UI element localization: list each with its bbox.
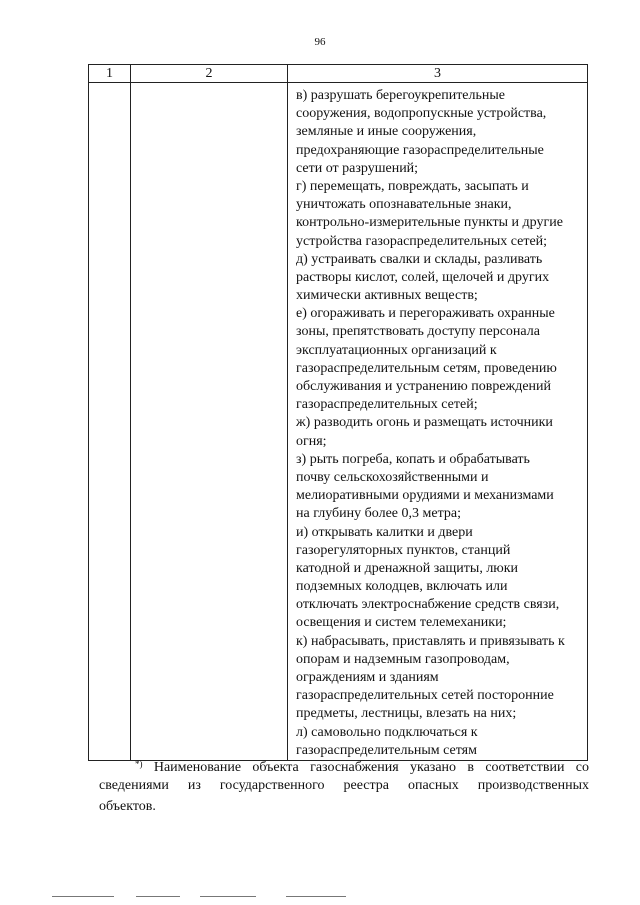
table-cell-col1 xyxy=(89,83,131,761)
list-item-line: отключать электроснабжение средств связи, xyxy=(296,597,560,613)
list-item-line: з) рыть погреба, копать и обрабатывать xyxy=(296,451,530,467)
footnote-line-1 xyxy=(99,754,589,775)
requirements-table xyxy=(88,64,588,761)
table-cell-col3 xyxy=(288,83,588,761)
list-item-line: подземных колодцев, включать или xyxy=(296,579,508,595)
list-item-line: предметы, лестницы, влезать на них; xyxy=(296,706,517,722)
footnote-line-2: сведениями из государственного реестра опасных производственных xyxy=(99,778,589,793)
column-header-3: 3 xyxy=(288,65,588,83)
list-item-line: газораспределительным сетям xyxy=(296,742,477,758)
list-item-line: огня; xyxy=(296,433,327,449)
footnote-text-1: Наименование объекта газоснабжения указано в соответствии со xyxy=(153,760,589,775)
list-item-line: газораспределительных сетей посторонние xyxy=(296,688,554,704)
column-header-1: 1 xyxy=(89,65,131,83)
list-item-line: е) огораживать и перегораживать охранные xyxy=(296,306,555,322)
list-item-line: контрольно-измерительные пункты и другие xyxy=(296,215,563,231)
list-item-line: на глубину более 0,3 метра; xyxy=(296,506,461,522)
list-item-line: мелиоративными орудиями и механизмами xyxy=(296,488,554,504)
column-header-2: 2 xyxy=(131,65,288,83)
footnote xyxy=(99,754,589,817)
list-item-line: г) перемещать, повреждать, засыпать и xyxy=(296,178,529,194)
footnote-marker: *) xyxy=(135,759,143,769)
list-item-line: катодной и дренажной защиты, люки xyxy=(296,560,519,576)
list-item-line: и) открывать калитки и двери xyxy=(296,524,473,540)
list-item-line: в) разрушать берегоукрепительные xyxy=(296,88,506,103)
list-item-line: газорегуляторных пунктов, станций xyxy=(296,542,511,558)
list-item-line: устройства газораспределительных сетей; xyxy=(296,233,548,249)
list-item-line: опорам и надземным газопроводам, xyxy=(296,651,510,667)
scan-artifact-marks xyxy=(40,896,600,899)
prohibitions-list xyxy=(288,83,587,760)
list-item-line: газораспределительным сетям, проведению xyxy=(296,360,557,376)
list-item-line: ж) разводить огонь и размещать источники xyxy=(296,415,553,431)
list-item-line: ограждениям и зданиям xyxy=(296,670,439,685)
list-item-line: уничтожать опознавательные знаки, xyxy=(296,197,512,213)
footnote-line-3: объектов. xyxy=(99,799,156,814)
list-item-line: зоны, препятствовать доступу персонала xyxy=(296,324,540,340)
list-item-line: л) самовольно подключаться к xyxy=(296,724,478,740)
page-number: 96 xyxy=(314,36,326,48)
list-item-line: земляные и иные сооружения, xyxy=(296,124,477,140)
list-item-line: предохраняющие газораспределительные xyxy=(296,142,544,158)
list-item-line: к) набрасывать, приставлять и привязывать к xyxy=(296,633,565,649)
list-item-line: обслуживания и устранению повреждений xyxy=(296,379,552,394)
list-item-line: д) устраивать свалки и склады, разливать xyxy=(296,251,543,267)
list-item-line: химически активных веществ; xyxy=(296,288,478,304)
list-item-line: растворы кислот, солей, щелочей и других xyxy=(296,269,550,285)
table-header-row xyxy=(89,65,588,83)
list-item-line: сети от разрушений; xyxy=(296,160,419,176)
list-item-line: сооружения, водопропускные устройства, xyxy=(296,106,547,122)
list-item-line: освещения и систем телемеханики; xyxy=(296,615,507,631)
list-item-line: почву сельскохозяйственными и xyxy=(296,469,489,485)
table-cell-col2 xyxy=(131,83,288,761)
list-item-line: газораспределительных сетей; xyxy=(296,397,478,413)
table-row xyxy=(89,83,588,761)
list-item-line: эксплуатационных организаций к xyxy=(296,342,497,358)
